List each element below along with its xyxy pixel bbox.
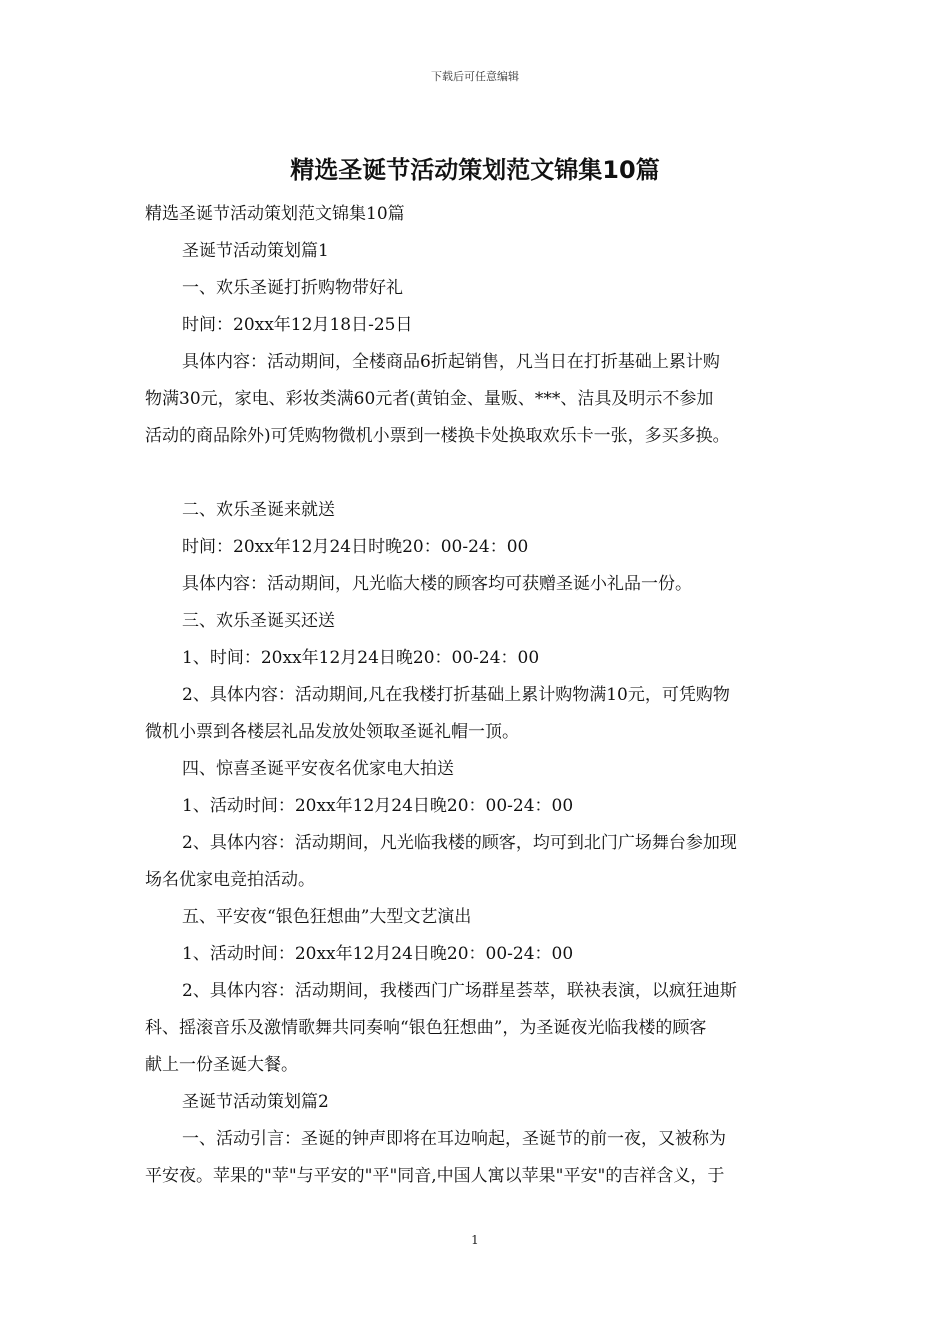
item-heading: 三、欢乐圣诞买还送 bbox=[182, 611, 335, 631]
paragraph-line: 物满30元，家电、彩妆类满60元者(黄铂金、量贩、***、洁具及明示不参加 bbox=[145, 389, 714, 409]
paragraph-line: 献上一份圣诞大餐。 bbox=[145, 1055, 298, 1075]
header-note: 下载后可任意编辑 bbox=[431, 70, 519, 83]
paragraph-line: 科、摇滚音乐及激情歌舞共同奏响“银色狂想曲”，为圣诞夜光临我楼的顾客 bbox=[145, 1018, 707, 1038]
paragraph-line: 时间：20xx年12月18日-25日 bbox=[182, 315, 413, 335]
paragraph-line: 具体内容：活动期间，凡光临大楼的顾客均可获赠圣诞小礼品一份。 bbox=[182, 574, 692, 594]
paragraph-line: 2、具体内容：活动期间，凡光临我楼的顾客，均可到北门广场舞台参加现 bbox=[182, 833, 737, 853]
section-heading: 圣诞节活动策划篇2 bbox=[182, 1092, 329, 1112]
paragraph-line: 2、具体内容：活动期间,凡在我楼打折基础上累计购物满10元，可凭购物 bbox=[182, 685, 730, 705]
paragraph-line: 具体内容：活动期间，全楼商品6折起销售，凡当日在打折基础上累计购 bbox=[182, 352, 720, 372]
paragraph-line: 场名优家电竞拍活动。 bbox=[145, 870, 315, 890]
paragraph-line: 2、具体内容：活动期间，我楼西门广场群星荟萃，联袂表演，以疯狂迪斯 bbox=[182, 981, 737, 1001]
item-heading: 一、欢乐圣诞打折购物带好礼 bbox=[182, 278, 403, 298]
paragraph-gap bbox=[145, 455, 810, 492]
paragraph-line: 1、时间：20xx年12月24日晚20：00-24：00 bbox=[182, 648, 540, 668]
paragraph-line: 活动的商品除外)可凭购物微机小票到一楼换卡处换取欢乐卡一张，多买多换。 bbox=[145, 426, 730, 446]
item-heading: 二、欢乐圣诞来就送 bbox=[182, 500, 335, 520]
paragraph-line: 1、活动时间：20xx年12月24日晚20：00-24：00 bbox=[182, 944, 574, 964]
document-body bbox=[145, 196, 810, 1195]
paragraph-line: 微机小票到各楼层礼品发放处领取圣诞礼帽一顶。 bbox=[145, 722, 519, 742]
item-heading: 四、惊喜圣诞平安夜名优家电大拍送 bbox=[182, 759, 454, 779]
subtitle-line: 精选圣诞节活动策划范文锦集10篇 bbox=[145, 204, 405, 224]
item-heading: 五、平安夜“银色狂想曲”大型文艺演出 bbox=[182, 907, 472, 927]
paragraph-line: 平安夜。苹果的"苹"与平安的"平"同音,中国人寓以苹果"平安"的吉祥含义，于 bbox=[145, 1166, 725, 1186]
page-number: 1 bbox=[471, 1233, 479, 1247]
section-heading: 圣诞节活动策划篇1 bbox=[182, 241, 329, 261]
paragraph-line: 时间：20xx年12月24日时晚20：00-24：00 bbox=[182, 537, 529, 557]
document-title: 精选圣诞节活动策划范文锦集10篇 bbox=[290, 156, 660, 184]
paragraph-line: 一、活动引言：圣诞的钟声即将在耳边响起，圣诞节的前一夜，又被称为 bbox=[182, 1129, 726, 1149]
paragraph-line: 1、活动时间：20xx年12月24日晚20：00-24：00 bbox=[182, 796, 574, 816]
